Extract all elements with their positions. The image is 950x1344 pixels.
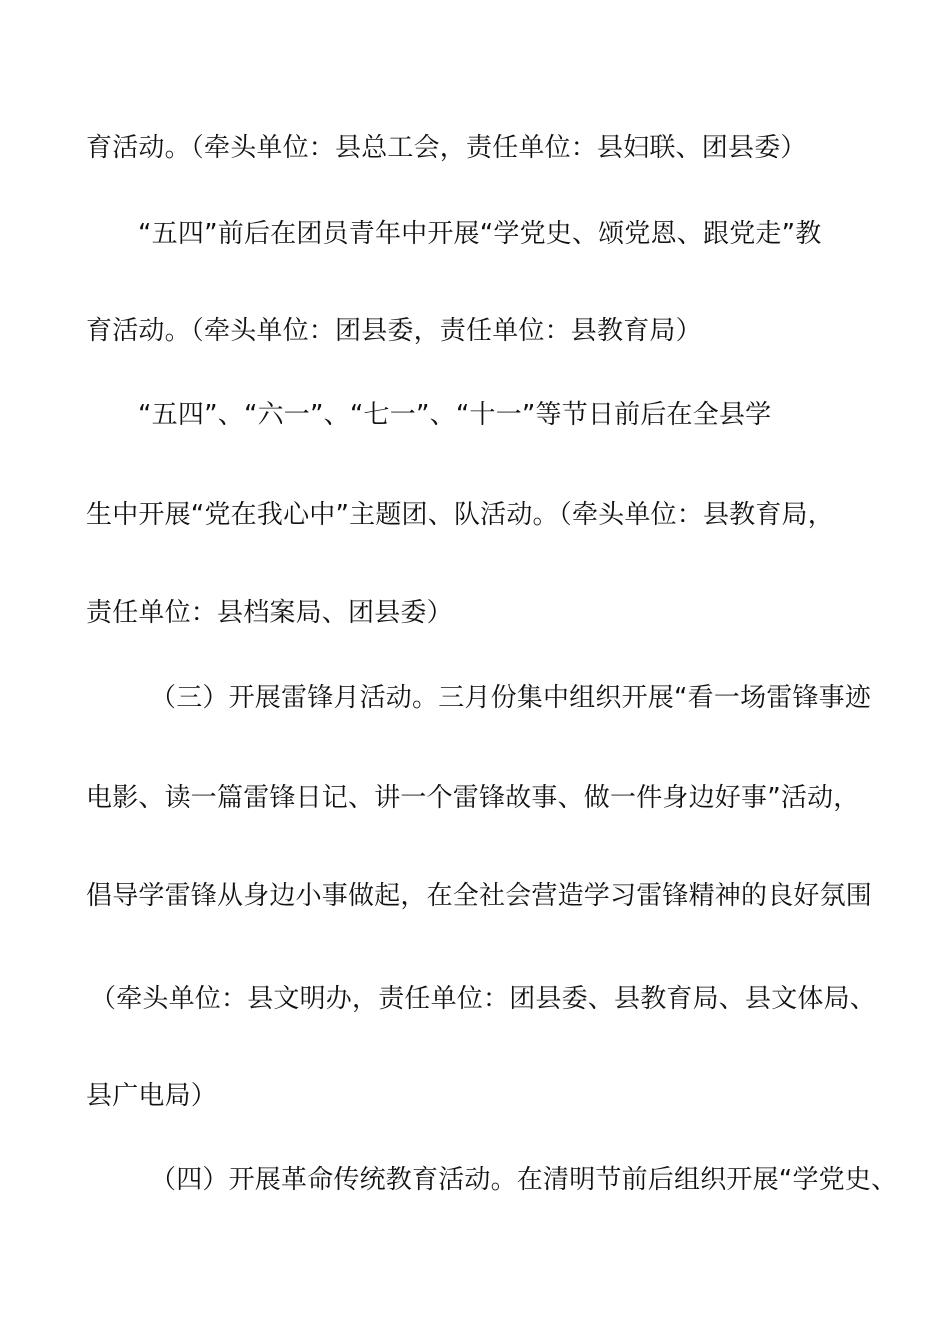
text-line-12: （四）开展革命传统教育活动。在清明节前后组织开展“学党史、 [150, 1165, 898, 1195]
text-line-7: （三）开展雷锋月活动。三月份集中组织开展“看一场雷锋事迹 [150, 683, 872, 713]
text-line-9: 倡导学雷锋从身边小事做起，在全社会营造学习雷锋精神的良好氛围 [86, 881, 873, 911]
text-line-10: （牵头单位：县文明办，责任单位：团县委、县教育局、县文体局、 [90, 984, 877, 1014]
text-line-5: 生中开展“党在我心中”主题团、队活动。（牵头单位：县教育局， [86, 500, 834, 530]
text-line-6: 责任单位：县档案局、团县委） [86, 598, 453, 628]
text-line-8: 电影、读一篇雷锋日记、讲一个雷锋故事、做一件身边好事”活动， [86, 783, 860, 813]
text-line-1: 育活动。（牵头单位：县总工会，责任单位：县妇联、团县委） [86, 133, 807, 163]
text-line-3: 育活动。（牵头单位：团县委，责任单位：县教育局） [86, 316, 702, 346]
text-line-4: “五四”、“六一”、“七一”、“十一”等节日前后在全县学 [138, 400, 772, 430]
text-line-11: 县广电局） [86, 1081, 218, 1111]
text-line-2: “五四”前后在团员青年中开展“学党史、颂党恩、跟党走”教 [138, 219, 822, 249]
